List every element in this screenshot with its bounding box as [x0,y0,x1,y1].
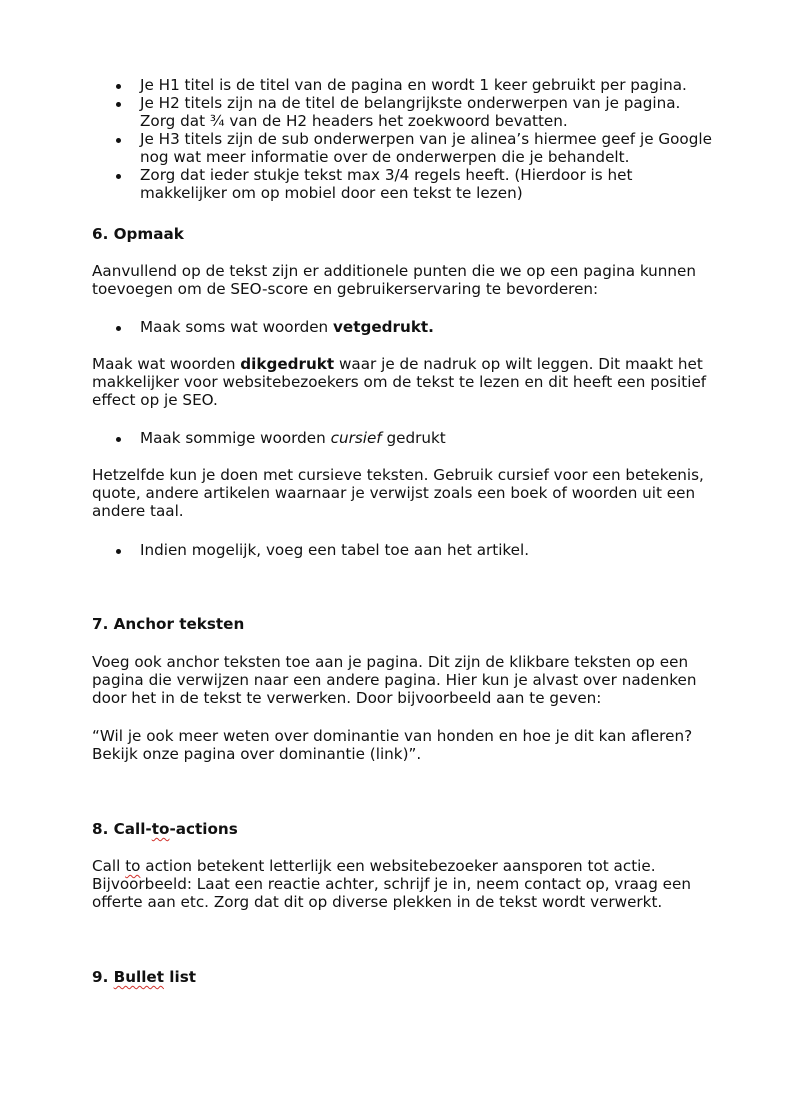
text: waar je de nadruk op wilt leggen. Dit maakt het makkelijker voor websitebezoekers om de tekst te lezen en dit heeft een positief effect op je SEO. [92,355,707,409]
heading-tips-list [114,76,714,202]
list-item: Indien mogelijk, voeg een tabel toe aan het artikel. [114,541,714,559]
bullet-list [114,429,714,447]
section-heading-call-to-actions [92,820,238,838]
spellcheck-word: Bullet [113,968,164,986]
text: 9. [92,968,114,986]
section-heading-bullet-list [92,968,196,986]
list-item [114,429,714,447]
text: Call [92,857,126,875]
text: Maak wat woorden [92,355,241,373]
bold-text: vetgedrukt. [333,318,434,336]
text: Maak sommige woorden [140,429,331,447]
italic-text: cursief [330,429,382,447]
bullet-list [114,318,714,336]
list-item: Je H3 titels zijn de sub onderwerpen van je alinea’s hiermee geef je Google nog wat meer informatie over de onderwerpen die je behandelt. [114,130,714,166]
text: gedrukt [381,429,446,447]
text: action betekent letterlijk een websitebezoeker aansporen tot actie. Bijvoorbeeld: Laat een reactie achter, schrijf je in, neem contact op, vraag een offerte aan etc. Zorg dat dit op diverse plekken in de tekst wordt verwerkt. [92,857,691,911]
list-item: Je H2 titels zijn na de titel de belangrijkste onderwerpen van je pagina. Zorg dat ¾ van de H2 headers het zoekwoord bevatten. [114,94,714,130]
text: 8. Call- [92,820,152,838]
spellcheck-word: to [125,857,141,875]
section-heading-opmaak: 6. Opmaak [92,225,184,243]
paragraph: Aanvullend op de tekst zijn er additionele punten die we op een pagina kunnen toevoegen om de SEO-score en gebruikerservaring te bevorderen: [92,262,696,298]
list-item: Zorg dat ieder stukje tekst max 3/4 regels heeft. (Hierdoor is het makkelijker om op mobiel door een tekst te lezen) [114,166,714,202]
paragraph: Voeg ook anchor teksten toe aan je pagina. Dit zijn de klikbare teksten op een pagina die verwijzen naar een andere pagina. Hier kun je alvast over nadenken door het in de tekst te verwerken. Door bijvoorbeeld aan te geven: [92,653,697,707]
paragraph [92,355,717,409]
paragraph: Hetzelfde kun je doen met cursieve teksten. Gebruik cursief voor een betekenis, quote, andere artikelen waarnaar je verwijst zoals een boek of woorden uit een andere taal. [92,466,704,520]
bullet-list [114,541,714,559]
text: Maak soms wat woorden [140,318,334,336]
list-item: Je H1 titel is de titel van de pagina en wordt 1 keer gebruikt per pagina. [114,76,714,94]
paragraph [92,857,717,911]
text: -actions [169,820,238,838]
section-heading-anchor-teksten: 7. Anchor teksten [92,615,245,633]
list-item [114,318,714,336]
paragraph: “Wil je ook meer weten over dominantie van honden en hoe je dit kan afleren? Bekijk onze pagina over dominantie (link)”. [92,727,693,763]
bold-text: dikgedrukt [240,355,335,373]
spellcheck-word: to [151,820,170,838]
text: list [164,968,196,986]
